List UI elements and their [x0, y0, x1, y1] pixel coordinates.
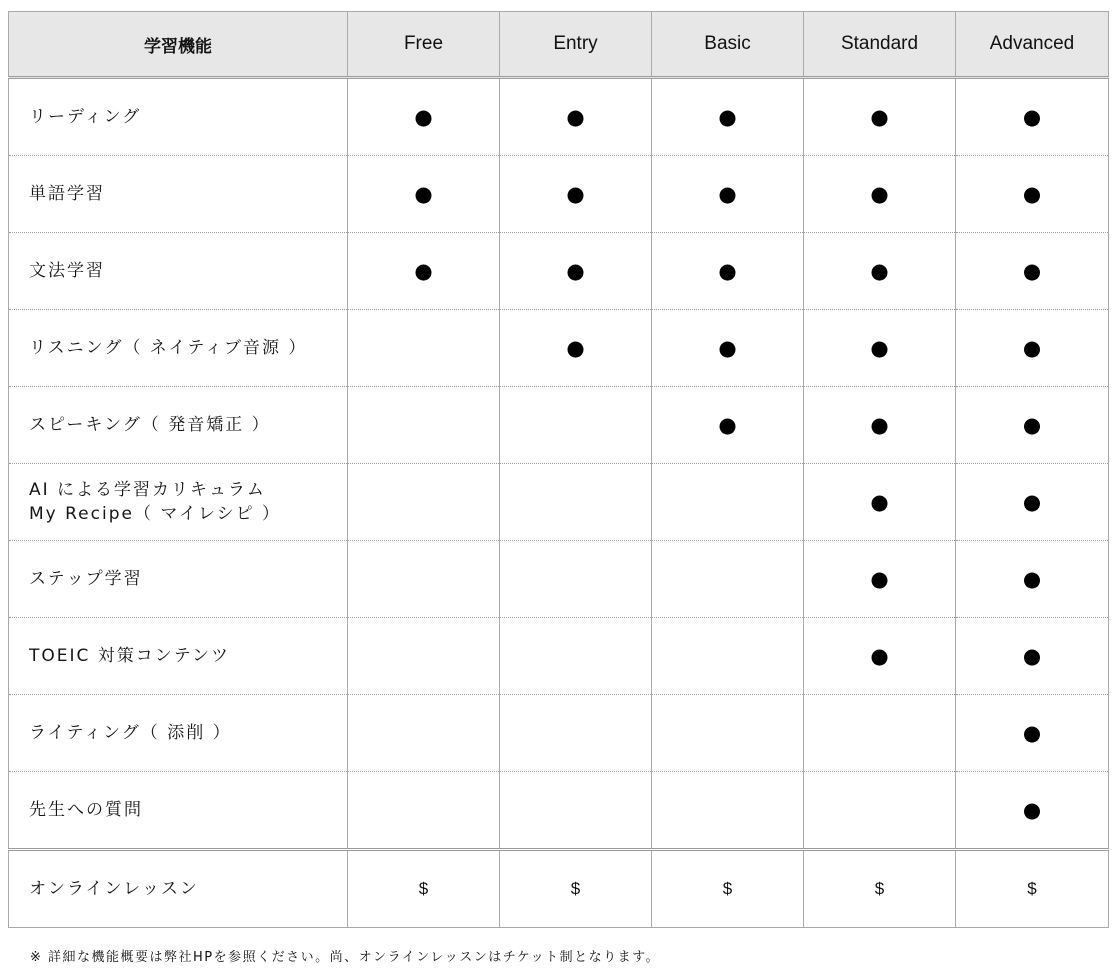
table-row — [9, 464, 1109, 541]
plan-cell — [804, 156, 956, 233]
plan-cell — [348, 772, 500, 850]
table-row — [9, 695, 1109, 772]
table-row — [9, 233, 1109, 310]
plan-cell — [500, 695, 652, 772]
plan-cell — [956, 541, 1109, 618]
paid-option-icon: $ — [722, 879, 733, 898]
included-dot-icon: ● — [414, 258, 433, 283]
feature-label: ステップ学習 — [9, 541, 348, 618]
included-dot-icon: ● — [718, 335, 737, 360]
paid-option-icon: $ — [418, 879, 429, 898]
included-dot-icon: ● — [566, 181, 585, 206]
feature-label: TOEIC 対策コンテンツ — [9, 618, 348, 695]
plan-comparison-table-wrapper — [8, 11, 1108, 928]
plan-cell — [500, 772, 652, 850]
included-dot-icon: ● — [870, 104, 889, 129]
plan-cell — [652, 850, 804, 928]
plan-cell — [500, 618, 652, 695]
plan-cell — [956, 156, 1109, 233]
included-dot-icon: ● — [414, 104, 433, 129]
feature-label: 文法学習 — [9, 233, 348, 310]
table-header-row — [9, 12, 1109, 78]
included-dot-icon: ● — [870, 643, 889, 668]
plan-cell — [348, 156, 500, 233]
plan-cell — [652, 618, 804, 695]
plan-cell — [804, 772, 956, 850]
feature-label: スピーキング（ 発音矯正 ） — [9, 387, 348, 464]
paid-option-icon: $ — [1027, 879, 1037, 898]
plan-cell — [652, 310, 804, 387]
plan-cell — [956, 695, 1109, 772]
included-dot-icon: ● — [1022, 489, 1042, 514]
feature-label: AI による学習カリキュラム My Recipe（ マイレシピ ） — [9, 464, 348, 541]
plan-cell — [500, 156, 652, 233]
included-dot-icon: ● — [1022, 335, 1042, 360]
plan-cell — [956, 310, 1109, 387]
included-dot-icon: ● — [414, 181, 433, 206]
included-dot-icon: ● — [1022, 412, 1042, 437]
plan-cell — [652, 541, 804, 618]
plan-cell — [348, 78, 500, 156]
plan-cell — [652, 695, 804, 772]
included-dot-icon: ● — [566, 258, 585, 283]
plan-cell — [652, 772, 804, 850]
table-row — [9, 156, 1109, 233]
feature-label: オンラインレッスン — [9, 850, 348, 928]
table-row — [9, 618, 1109, 695]
included-dot-icon: ● — [718, 181, 737, 206]
paid-option-icon: $ — [874, 879, 885, 898]
table-row — [9, 541, 1109, 618]
feature-label: リスニング（ ネイティブ音源 ） — [9, 310, 348, 387]
plan-header-standard: Standard — [804, 12, 956, 78]
plan-cell — [500, 233, 652, 310]
included-dot-icon: ● — [718, 104, 737, 129]
included-dot-icon: ● — [870, 181, 889, 206]
table-row — [9, 772, 1109, 850]
plan-cell — [804, 310, 956, 387]
footnote: ※ 詳細な機能概要は弊社HPを参照ください。尚、オンラインレッスンはチケット制となります。 — [30, 950, 661, 965]
plan-cell — [956, 772, 1109, 850]
plan-cell — [500, 850, 652, 928]
plan-cell — [348, 233, 500, 310]
plan-cell — [804, 618, 956, 695]
plan-cell — [500, 78, 652, 156]
included-dot-icon: ● — [1022, 566, 1042, 591]
included-dot-icon: ● — [718, 258, 737, 283]
included-dot-icon: ● — [870, 335, 889, 360]
included-dot-icon: ● — [566, 335, 585, 360]
plan-cell — [500, 310, 652, 387]
plan-cell — [652, 156, 804, 233]
table-row — [9, 387, 1109, 464]
plan-cell — [804, 850, 956, 928]
plan-header-advanced: Advanced — [956, 12, 1109, 78]
plan-cell — [348, 310, 500, 387]
plan-cell — [652, 233, 804, 310]
included-dot-icon: ● — [870, 566, 889, 591]
included-dot-icon: ● — [1022, 720, 1042, 745]
plan-cell — [348, 618, 500, 695]
paid-option-icon: $ — [570, 879, 581, 898]
plan-cell — [804, 464, 956, 541]
included-dot-icon: ● — [870, 489, 889, 514]
included-dot-icon: ● — [1022, 181, 1042, 206]
plan-cell — [348, 850, 500, 928]
plan-comparison-table — [8, 11, 1109, 928]
table-row — [9, 850, 1109, 928]
plan-cell — [652, 464, 804, 541]
plan-cell — [956, 464, 1109, 541]
plan-header-entry: Entry — [500, 12, 652, 78]
plan-cell — [956, 233, 1109, 310]
feature-column-header: 学習機能 — [9, 12, 348, 78]
included-dot-icon: ● — [1022, 797, 1042, 822]
plan-cell — [500, 541, 652, 618]
plan-cell — [956, 618, 1109, 695]
included-dot-icon: ● — [870, 258, 889, 283]
plan-cell — [500, 464, 652, 541]
plan-cell — [804, 78, 956, 156]
plan-cell — [348, 464, 500, 541]
plan-cell — [804, 541, 956, 618]
included-dot-icon: ● — [1022, 104, 1042, 129]
plan-cell — [804, 233, 956, 310]
plan-cell — [804, 695, 956, 772]
plan-cell — [652, 387, 804, 464]
plan-cell — [956, 387, 1109, 464]
plan-cell — [500, 387, 652, 464]
included-dot-icon: ● — [1022, 643, 1042, 668]
feature-label: リーディング — [9, 78, 348, 156]
plan-cell — [652, 78, 804, 156]
plan-cell — [956, 78, 1109, 156]
plan-header-basic: Basic — [652, 12, 804, 78]
feature-label: 単語学習 — [9, 156, 348, 233]
feature-label: 先生への質問 — [9, 772, 348, 850]
included-dot-icon: ● — [1022, 258, 1042, 283]
plan-cell — [348, 387, 500, 464]
included-dot-icon: ● — [566, 104, 585, 129]
plan-cell — [956, 850, 1109, 928]
plan-cell — [348, 695, 500, 772]
included-dot-icon: ● — [718, 412, 737, 437]
table-row — [9, 310, 1109, 387]
plan-cell — [804, 387, 956, 464]
table-row — [9, 78, 1109, 156]
included-dot-icon: ● — [870, 412, 889, 437]
plan-cell — [348, 541, 500, 618]
feature-label: ライティング（ 添削 ） — [9, 695, 348, 772]
plan-header-free: Free — [348, 12, 500, 78]
